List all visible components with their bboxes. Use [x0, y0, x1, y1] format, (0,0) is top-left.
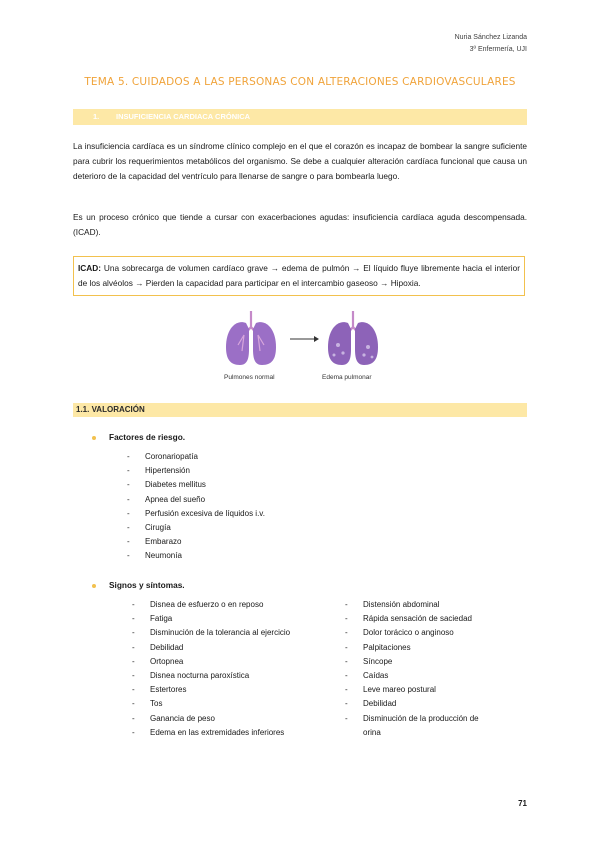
- edema-lungs-caption: Edema pulmonar: [322, 374, 372, 381]
- dash-marker: -: [127, 508, 130, 518]
- bullet-dot-icon: [92, 436, 96, 440]
- list-item-text: Perfusión excesiva de líquidos i.v.: [145, 508, 265, 518]
- list-item-text: Diabetes mellitus: [145, 480, 206, 490]
- list-item-text: Neumonía: [145, 551, 182, 561]
- subsection-title: 1.1. VALORACIÓN: [76, 405, 145, 414]
- dash-marker: -: [132, 727, 135, 737]
- normal-lungs-image: [226, 311, 276, 365]
- list-item-text: Leve mareo postural: [363, 685, 436, 695]
- dash-marker: -: [345, 671, 348, 680]
- dash-marker: -: [132, 713, 135, 723]
- list-item-text: Fatiga: [150, 614, 173, 624]
- lungs-illustration: [218, 305, 388, 385]
- signs-heading: Signos y síntomas.: [109, 580, 185, 590]
- dash-marker: -: [132, 656, 135, 666]
- list-item-text: Ganancia de peso: [150, 713, 215, 723]
- dash-marker: -: [132, 628, 135, 638]
- list-item-text: Dolor torácico o anginoso: [363, 628, 454, 638]
- list-item-text: Ortopnea: [150, 656, 184, 666]
- risk-factors-list: [127, 452, 387, 572]
- list-item-text: Caídas: [363, 671, 389, 680]
- signs-list-left: [132, 600, 332, 745]
- dash-marker: -: [345, 642, 348, 652]
- dash-marker: -: [345, 656, 348, 666]
- list-item-text: Hipertensión: [145, 466, 190, 476]
- dash-marker: -: [127, 452, 130, 461]
- icad-term: ICAD:: [78, 263, 102, 273]
- edema-lungs-image: [328, 311, 378, 365]
- page-header: [455, 32, 527, 56]
- risk-factors-bullet: [92, 432, 392, 444]
- section-heading-bar: [73, 109, 527, 125]
- list-item-text: Disminución de la producción de: [363, 713, 479, 723]
- list-item-text: Distensión abdominal: [363, 600, 440, 609]
- dash-marker: -: [345, 713, 348, 723]
- dash-marker: -: [132, 600, 135, 609]
- list-item-text: Palpitaciones: [363, 642, 411, 652]
- list-item-text: Disnea de esfuerzo o en reposo: [150, 600, 264, 609]
- course-label: 3º Enfermería, UJI: [469, 46, 527, 53]
- dash-marker: -: [127, 480, 130, 490]
- dash-marker: -: [127, 466, 130, 476]
- list-item-text: Apnea del sueño: [145, 494, 206, 504]
- risk-factors-heading: Factores de riesgo.: [109, 432, 186, 442]
- dash-marker: -: [132, 685, 135, 695]
- icad-description: Una sobrecarga de volumen cardíaco grave → edema de pulmón → El líquido fluye libremente hacia el interior de los alvéolos → Pierden la capacidad para participar en el intercambio gaseoso → Hipoxia.: [78, 263, 520, 288]
- dash-marker: -: [345, 600, 348, 609]
- list-item-text: Embarazo: [145, 537, 182, 547]
- paragraph-chronic: Es un proceso crónico que tiende a cursar con exacerbaciones agudas: insuficiencia cardíaca aguda descompensada. (ICAD).: [73, 212, 527, 237]
- dash-marker: -: [127, 523, 130, 532]
- list-item-text: Disminución de la tolerancia al ejercicio: [150, 628, 291, 638]
- list-item-text: Rápida sensación de saciedad: [363, 614, 472, 624]
- list-item-text: Tos: [150, 699, 163, 709]
- section-title: INSUFICIENCIA CARDIACA CRÓNICA: [116, 112, 251, 121]
- paragraph-definition: La insuficiencia cardíaca es un síndrome clínico complejo en el que el corazón es incapaz de bombear la sangre suficiente para cubrir los requerimientos metabólicos del organismo. Se debe a cualquier alteración cardíaca funcional que causa un deterioro de la capacidad del ventrículo para llenarse de sangre o para bombearla luego.: [73, 141, 527, 181]
- section-number: 1.: [93, 112, 100, 121]
- dash-marker: -: [345, 614, 348, 624]
- author-name: Nuria Sánchez Lizanda: [454, 34, 527, 41]
- list-item-text: Disnea nocturna paroxística: [150, 671, 250, 680]
- dash-marker: -: [132, 699, 135, 709]
- list-item-text: Síncope: [363, 656, 393, 666]
- subsection-heading-bar: [73, 403, 527, 417]
- icad-callout-text: [78, 261, 520, 291]
- normal-lungs-caption: Pulmones normal: [224, 374, 275, 381]
- chronic-paragraph: [73, 210, 527, 240]
- icad-callout-box: [73, 256, 525, 296]
- dash-marker: -: [345, 699, 348, 709]
- list-item-text: Cirugía: [145, 523, 171, 532]
- list-item-text: Edema en las extremidades inferiores: [150, 727, 285, 737]
- dash-marker: -: [132, 614, 135, 624]
- signs-bullet: [92, 580, 392, 592]
- list-item-text: Coronariopatía: [145, 452, 198, 461]
- list-item-text: Estertores: [150, 685, 187, 695]
- dash-marker: -: [127, 537, 130, 547]
- list-item-text: Debilidad: [150, 642, 184, 652]
- dash-marker: -: [127, 551, 130, 561]
- dash-marker: -: [132, 671, 135, 680]
- intro-paragraph: [73, 139, 527, 184]
- list-item-text: Debilidad: [363, 699, 397, 709]
- signs-list-right: [345, 600, 530, 745]
- list-item-text: orina: [363, 727, 381, 737]
- chapter-title: TEMA 5. CUIDADOS A LAS PERSONAS CON ALTERACIONES CARDIOVASCULARES: [84, 76, 516, 88]
- dash-marker: -: [345, 685, 348, 695]
- dash-marker: -: [345, 628, 348, 638]
- dash-marker: -: [127, 494, 130, 504]
- dash-marker: -: [132, 642, 135, 652]
- bullet-dot-icon: [92, 584, 96, 588]
- page-number: 71: [518, 799, 527, 808]
